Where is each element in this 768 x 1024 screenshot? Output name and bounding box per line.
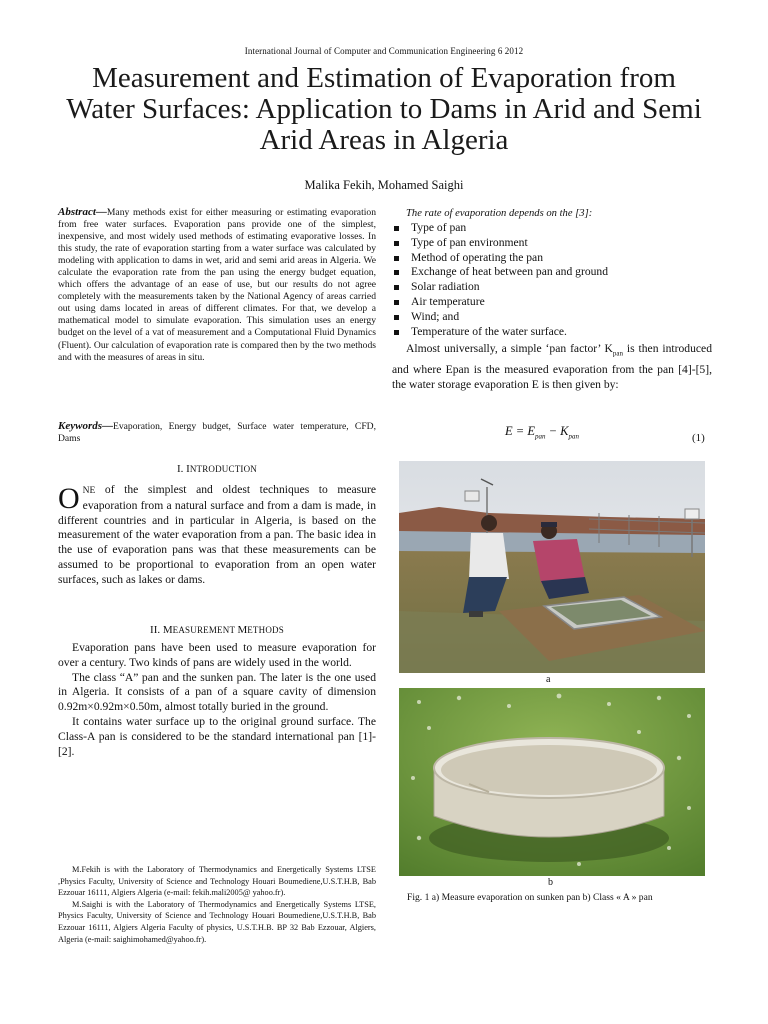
section-heading-methods: II. MEASUREMENT METHODS — [150, 624, 284, 636]
paper-title: Measurement and Estimation of Evaporation from Water Surfaces: Application to Dams in Arid and Semi Arid Areas in Algeria — [66, 62, 702, 156]
rate-heading: The rate of evaporation depends on the [3]: — [406, 208, 593, 219]
figure-photo-class-a-pan — [399, 688, 705, 876]
methods-paragraph: It contains water surface up to the original ground surface. The Class-A pan is considered to be the standard international pan [1]-[2]. — [58, 714, 376, 758]
list-item: Air temperature — [392, 295, 712, 310]
list-item: Exchange of heat between pan and ground — [392, 265, 712, 280]
drop-cap: O — [58, 482, 80, 515]
keywords — [58, 420, 376, 445]
footnote-author-1: M.Fekih is with the Laboratory of Thermodynamics and Energetically Systems LTSE ,Physics Faculty, University of Science and Technology Houari Boumediene,U.S.T.H.B, Bab Ezzouar 16111, Algiers Algeria (e-mail: fekih.mali2005@ yahoo.fr). — [58, 865, 376, 898]
list-item: Wind; and — [392, 310, 712, 325]
figure-label-b: b — [548, 877, 553, 888]
methods-body — [58, 641, 376, 759]
rate-factors-list — [392, 221, 712, 339]
list-item: Method of operating the pan — [392, 251, 712, 266]
list-item: Type of pan environment — [392, 236, 712, 251]
methods-paragraph: The class “A” pan and the sunken pan. The later is the one used in Algeria. It consists of a pan of a square cavity of dimension 0.92m×0.92m×0.50m, almost totally buried in the ground. — [58, 670, 376, 714]
list-item: Temperature of the water surface. — [392, 325, 712, 340]
section-heading-introduction: I. INTRODUCTION — [176, 463, 258, 475]
list-item: Solar radiation — [392, 280, 712, 295]
figure-label-a: a — [546, 674, 551, 685]
footnotes — [58, 864, 376, 945]
paper-authors: Malika Fekih, Mohamed Saighi — [304, 178, 464, 192]
abstract-label: Abstract— — [58, 206, 107, 218]
abstract — [58, 206, 376, 364]
equation-number: (1) — [692, 432, 705, 444]
introduction-paragraph: ONE of the simplest and oldest techniques to measure evaporation from a natural surface and from a dam is made, in different countries and in particular in Algeria, is based on the measurement of the water evaporation from a pan. The basic idea in the use of evaporation pans was that these measurements can be assumed to be proportional to evaporation from an open water surfaces, such as lakes or dams. — [58, 482, 376, 586]
abstract-text: Many methods exist for either measuring or estimating evaporation from free water surfaces. Evaporation pans provide one of the simplest, inexpensive, and most widely used methods of estimating evaporative losses. In this study, the rate of evaporation starting from a water surface was calculated by modeling with application to dams in wet, arid and semi arid areas in Algeria. We calculate the evaporation rate from the pan using the energy budget equation, which offers the advantage of an ease of use, but our results do not agree completely with the measurements taken by the National Agency of areas carried out using dams located in areas of different climates. For that, we develop a mathematical model to simulate evaporation. This simulation uses an energy budget on the level of a vat of measurement and a Computational Fluid Dynamics (Fluent). Our calculation of evaporation rate is compared then by the two methods and with the measures of areas in situ. — [58, 207, 376, 363]
keywords-label: Keywords— — [58, 420, 113, 432]
footnote-author-2: M.Saighi is with the Laboratory of Thermodynamics and Energetically Systems LTSE, Physics Faculty, University of Science and Technology Houari Boumediene,U.S.T.H.B, Bab Ezzouar 16111, Algiers Algeria Faculty of physics, U.S.T.H.B. BP 32 Bab Ezzouar, Algiers, Algeria (e-mail: saighimohamed@yahoo.fr). — [58, 899, 376, 944]
pan-factor-paragraph: Almost universally, a simple ‘pan factor’ $K_{pan}$ is then introduced and where Epan is the measured evaporation from the pan [4]-[5], the water storage evaporation E is then given by: — [392, 342, 712, 392]
list-item: Type of pan — [392, 221, 712, 236]
methods-paragraph: Evaporation pans have been used to measure evaporation for over a century. Two kinds of pans are widely used in the world. — [58, 641, 376, 669]
journal-header: International Journal of Computer and Communication Engineering 6 2012 — [244, 46, 524, 56]
equation-1: $E = E_{pan} - K_{pan}$ — [505, 424, 579, 441]
figure-photo-sunken-pan — [399, 461, 705, 673]
figure-caption: Fig. 1 a) Measure evaporation on sunken pan b) Class « A » pan — [407, 892, 653, 903]
keywords-text: Evaporation, Energy budget, Surface water temperature, CFD, Dams — [58, 421, 376, 444]
